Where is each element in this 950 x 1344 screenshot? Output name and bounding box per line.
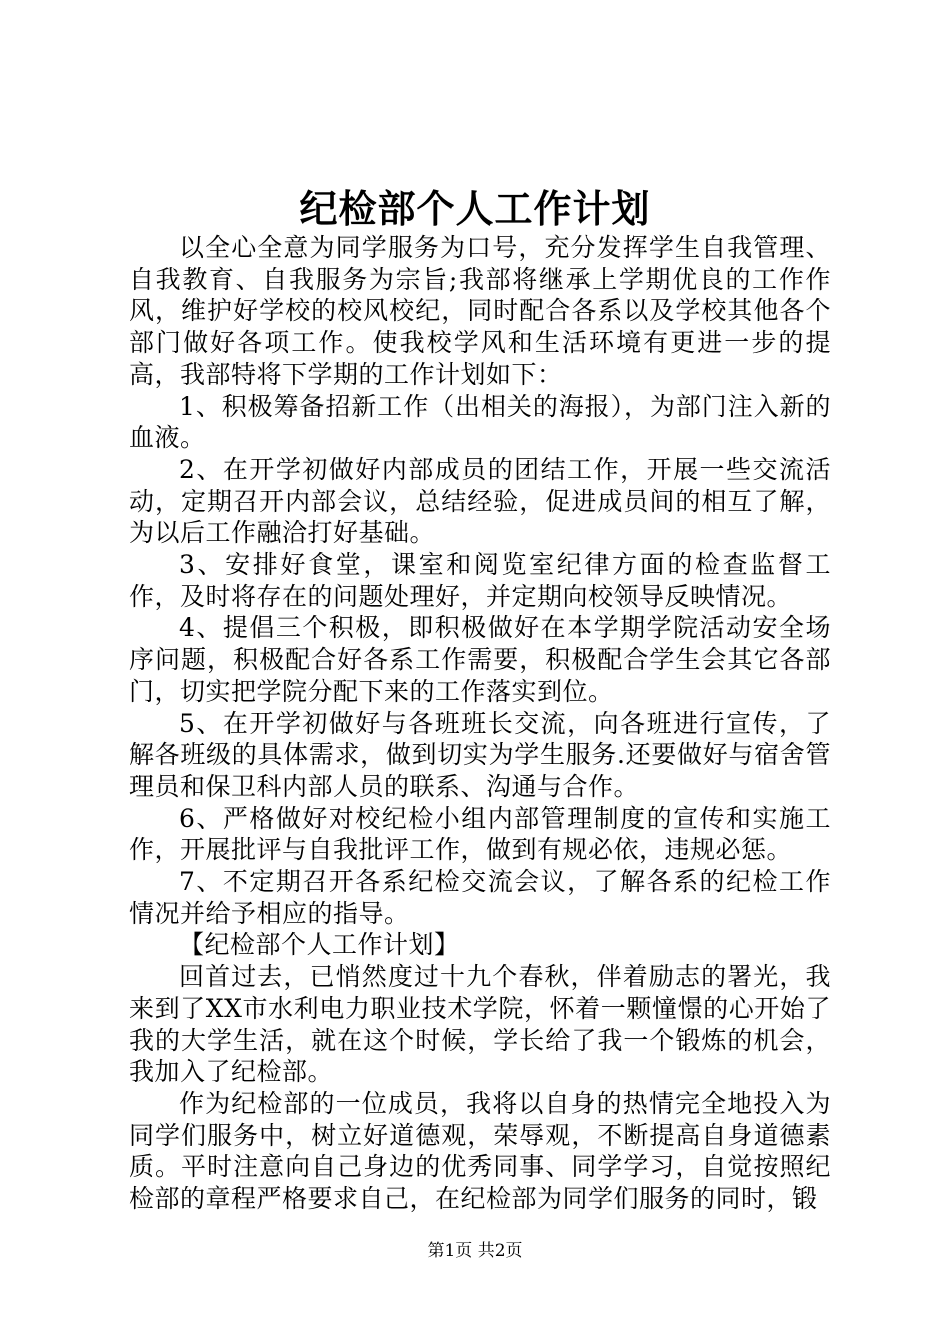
paragraph: 1、积极筹备招新工作（出相关的海报），为部门注入新的血液。 (129, 391, 831, 453)
paragraph: 以全心全意为同学服务为口号，充分发挥学生自我管理、自我教育、自我服务为宗旨;我部将继承上学期优良的工作作风，维护好学校的校风校纪，同时配合各系以及学校其他各个部门做好各项工作。使我校学风和生活环境有更进一步的提高，我部特将下学期的工作计划如下： (129, 233, 831, 389)
paragraph: 6、严格做好对校纪检小组内部管理制度的宣传和实施工作，开展批评与自我批评工作，做到有规必依，违规必惩。 (129, 803, 831, 865)
document-body (129, 232, 831, 1215)
paragraph: 5、在开学初做好与各班班长交流，向各班进行宣传，了解各班级的具体需求，做到切实为学生服务.还要做好与宿舍管理员和保卫科内部人员的联系、沟通与合作。 (129, 708, 831, 801)
section-heading: 【纪检部个人工作计划】 (179, 930, 460, 960)
paragraph: 4、提倡三个积极，即积极做好在本学期学院活动安全场序问题，积极配合好各系工作需要，积极配合学生会其它各部门，切实把学院分配下来的工作落实到位。 (129, 613, 831, 706)
paragraph: 7、不定期召开各系纪检交流会议，了解各系的纪检工作情况并给予相应的指导。 (129, 867, 831, 928)
paragraph: 3、安排好食堂，课室和阅览室纪律方面的检查监督工作，及时将存在的问题处理好，并定期向校领导反映情况。 (129, 550, 831, 611)
paragraph: 2、在开学初做好内部成员的团结工作，开展一些交流活动，定期召开内部会议，总结经验，促进成员间的相互了解，为以后工作融洽打好基础。 (129, 454, 831, 548)
page-footer: 第1页 共2页 (427, 1241, 523, 1261)
paragraph: 作为纪检部的一位成员，我将以自身的热情完全地投入为同学们服务中，树立好道德观，荣辱观，不断提高自身道德素质。平时注意向自己身边的优秀同事、同学学习，自觉按照纪检部的章程严格要求自己，在纪检部为同学们服务的同时，锻 (129, 1088, 831, 1214)
document-title: 纪检部个人工作计划 (299, 186, 651, 231)
paragraph: 回首过去，已悄然度过十九个春秋，伴着励志的署光，我来到了XX市水利电力职业技术学院，怀着一颗憧憬的心开始了我的大学生活，就在这个时候，学长给了我一个锻炼的机会，我加入了纪检部。 (129, 962, 831, 1087)
